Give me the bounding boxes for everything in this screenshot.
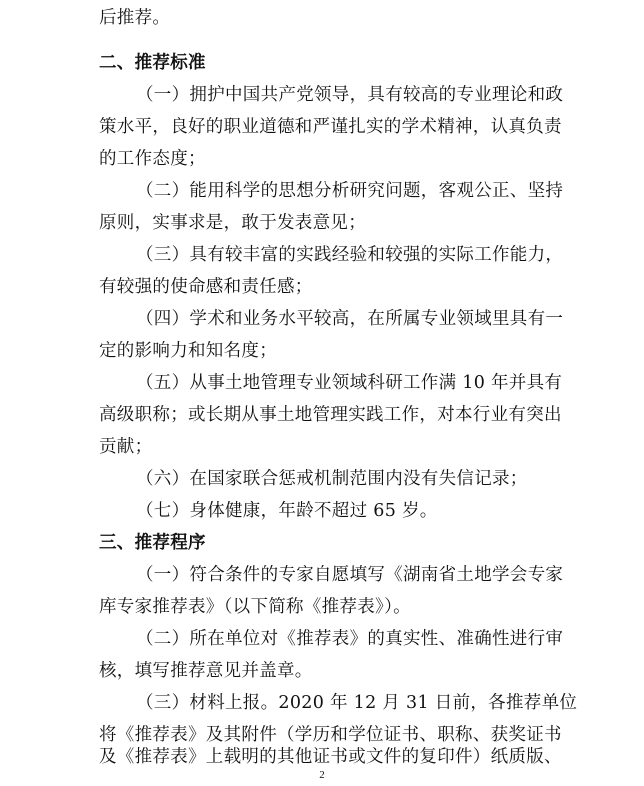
body-line: 后推荐。	[99, 8, 171, 28]
body-line: 库专家推荐表》（以下简称《推荐表》）。	[99, 597, 411, 617]
list-item-line: （一）拥护中国共产党领导，具有较高的专业理论和政	[136, 85, 564, 105]
body-line: 贡献；	[99, 437, 153, 457]
list-item-line: （六）在国家联合惩戒机制范围内没有失信记录；	[136, 469, 528, 489]
body-line: 原则，实事求是，敢于发表意见；	[99, 213, 366, 233]
list-item-line: （二）能用科学的思想分析研究问题，客观公正、坚持	[136, 181, 564, 201]
list-item-line: （四）学术和业务水平较高，在所属专业领域里具有一	[136, 309, 564, 329]
list-item-line: （五）从事土地管理专业领域科研工作满 10 年并具有	[136, 373, 563, 393]
page-number: 2	[319, 769, 325, 781]
body-line: 的工作态度；	[99, 149, 206, 169]
body-line: 将《推荐表》及其附件（学历和学位证书、职称、获奖证书	[99, 725, 562, 745]
section-heading: 三、推荐程序	[99, 533, 206, 553]
body-line: 高级职称；或长期从事土地管理实践工作，对本行业有突出	[99, 405, 562, 425]
body-line: 及《推荐表》上载明的其他证书或文件的复印件）纸质版、	[99, 747, 562, 767]
section-heading: 二、推荐标准	[99, 53, 206, 73]
body-line: 策水平，良好的职业道德和严谨扎实的学术精神，认真负责	[99, 117, 562, 137]
list-item-line: （一）符合条件的专家自愿填写《湖南省土地学会专家	[136, 565, 564, 585]
body-line: 定的影响力和知名度；	[99, 341, 277, 361]
body-line: 核，填写推荐意见并盖章。	[99, 661, 313, 681]
list-item-line: （三）材料上报。2020 年 12 月 31 日前，各推荐单位	[136, 693, 578, 713]
body-line: 有较强的使命感和责任感；	[99, 277, 313, 297]
list-item-line: （三）具有较丰富的实践经验和较强的实际工作能力，	[136, 245, 564, 265]
list-item-line: （七）身体健康，年龄不超过 65 岁。	[136, 501, 438, 521]
list-item-line: （二）所在单位对《推荐表》的真实性、准确性进行审	[136, 629, 564, 649]
